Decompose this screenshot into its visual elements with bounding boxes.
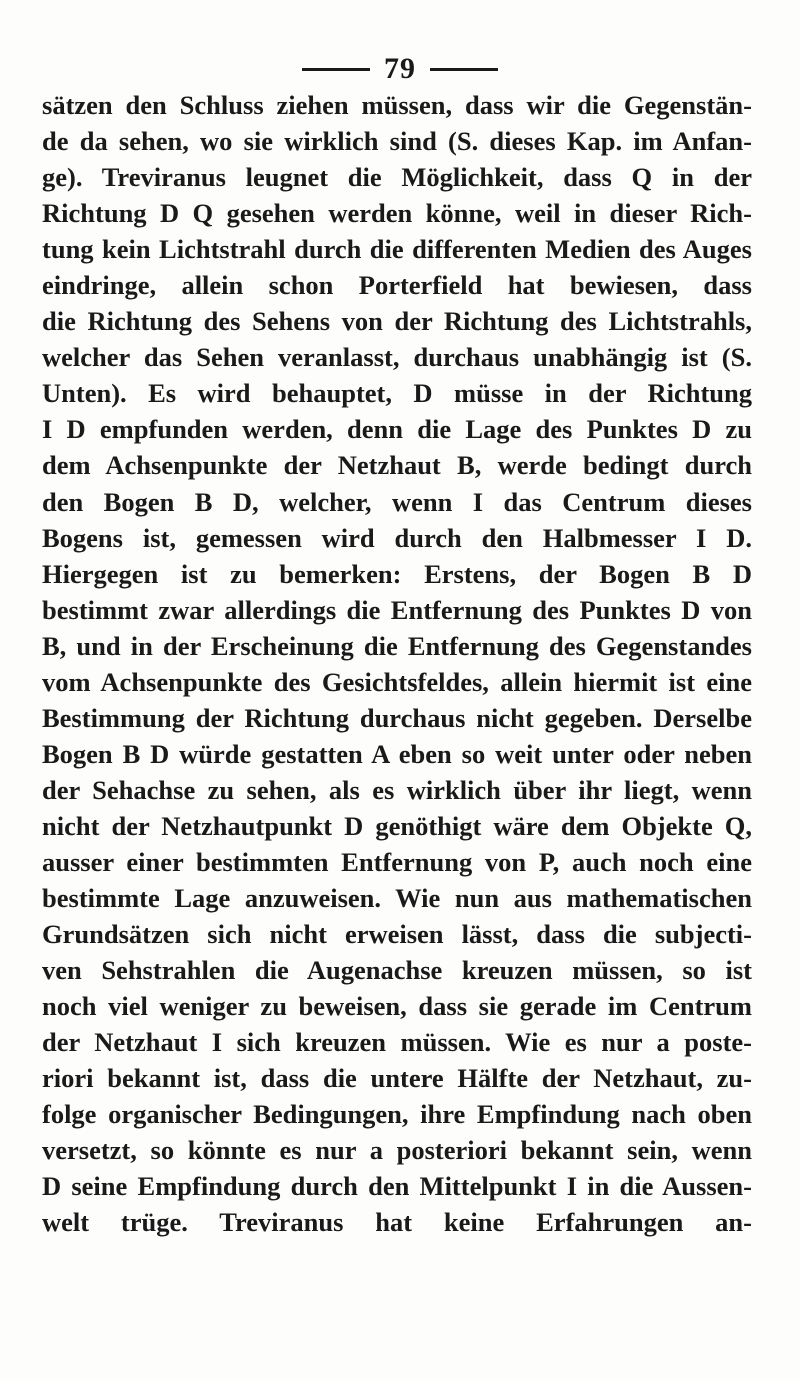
text-line: der Sehachse zu sehen, als es wirklich über ihr liegt, wenn	[42, 774, 752, 805]
text-line: Grundsätzen sich nicht erweisen lässt, dass die subjecti-	[42, 919, 752, 950]
text-line: de da sehen, wo sie wirklich sind (S. dieses Kap. im Anfan-	[42, 126, 752, 157]
body-text	[42, 87, 752, 1241]
header-rule-right	[430, 68, 498, 71]
text-line: Bogen B D würde gestatten A eben so weit unter oder neben	[42, 738, 752, 769]
text-line: B, und in der Erscheinung die Entfernung des Gegenstandes	[42, 630, 752, 661]
text-line: riori bekannt ist, dass die untere Hälfte der Netzhaut, zu-	[42, 1063, 752, 1094]
text-line: ausser einer bestimmten Entfernung von P, auch noch eine	[42, 846, 752, 877]
text-line: welcher das Sehen veranlasst, durchaus unabhängig ist (S.	[42, 342, 752, 373]
text-line: nicht der Netzhautpunkt D genöthigt wäre dem Objekte Q,	[42, 810, 752, 841]
page-number: 79	[384, 52, 416, 85]
text-line: ge). Treviranus leugnet die Möglichkeit, dass Q in der	[42, 162, 752, 193]
text-line: sätzen den Schluss ziehen müssen, dass wir die Gegenstän-	[42, 90, 752, 120]
text-line: Richtung D Q gesehen werden könne, weil in dieser Rich-	[42, 198, 752, 229]
text-line: eindringe, allein schon Porterfield hat bewiesen, dass	[42, 270, 752, 301]
text-line: Bestimmung der Richtung durchaus nicht gegeben. Derselbe	[42, 702, 752, 733]
text-line: Hiergegen ist zu bemerken: Erstens, der Bogen B D	[42, 558, 752, 589]
page-header	[0, 54, 800, 84]
text-line: die Richtung des Sehens von der Richtung des Lichtstrahls,	[42, 306, 752, 337]
text-line: dem Achsenpunkte der Netzhaut B, werde bedingt durch	[42, 450, 752, 481]
header-rule-left	[302, 68, 370, 71]
text-line: den Bogen B D, welcher, wenn I das Centrum dieses	[42, 486, 752, 517]
text-line: I D empfunden werden, denn die Lage des Punktes D zu	[42, 414, 752, 445]
text-line: bestimmt zwar allerdings die Entfernung des Punktes D von	[42, 594, 752, 625]
text-line: der Netzhaut I sich kreuzen müssen. Wie es nur a poste-	[42, 1027, 752, 1058]
text-line: Bogens ist, gemessen wird durch den Halbmesser I D.	[42, 522, 752, 553]
text-line: Unten). Es wird behauptet, D müsse in der Richtung	[42, 378, 752, 409]
text-line: folge organischer Bedingungen, ihre Empfindung nach oben	[42, 1099, 752, 1130]
text-line: welt trüge. Treviranus hat keine Erfahrungen an-	[42, 1207, 752, 1238]
text-line: versetzt, so könnte es nur a posteriori bekannt sein, wenn	[42, 1135, 752, 1166]
text-line: vom Achsenpunkte des Gesichtsfeldes, allein hiermit ist eine	[42, 666, 752, 697]
text-line: tung kein Lichtstrahl durch die differenten Medien des Auges	[42, 234, 752, 265]
text-line: D seine Empfindung durch den Mittelpunkt I in die Aussen-	[42, 1171, 752, 1202]
text-line: ven Sehstrahlen die Augenachse kreuzen müssen, so ist	[42, 955, 752, 986]
text-line: bestimmte Lage anzuweisen. Wie nun aus mathematischen	[42, 883, 752, 914]
text-line: noch viel weniger zu beweisen, dass sie gerade im Centrum	[42, 991, 752, 1022]
